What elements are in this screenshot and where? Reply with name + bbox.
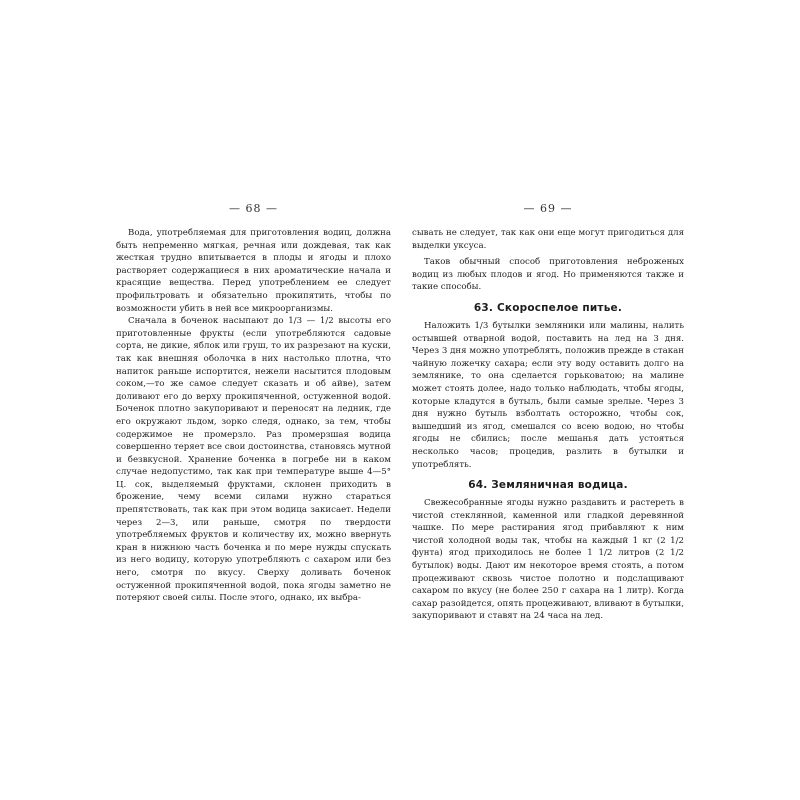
page-number: — 68 — (229, 202, 278, 215)
paragraph: Вода, употребляемая для приготовления водиц, должна быть непременно мягкая, речная или дождевая, так как жесткая трудно впитывается в плоды и ягоды и плохо растворяет содержащиеся в них ароматические начала и красящие вещества. Перед употреблением ее следует профильтровать и обязательно прокипятить, чтобы по возможности убить в ней все микроорганизмы. (116, 228, 391, 314)
paragraph: Таков обычный способ приготовления неброженых водиц из любых плодов и ягод. Но применяются также и такие способы. (412, 257, 684, 293)
section-heading: 63. Скороспелое питье. (473, 301, 623, 314)
paragraph: Наложить 1/3 бутылки земляники или малины, налить остывшей отварной водой, поставить на лед на 3 дня. Через 3 дня можно употреблять, положив прежде в стакан чайную ложечку сахара; если эту воду оставить долго на землянике, то она сделается горьковатою; на малине может стоять долее, надо только наблюдать, чтобы ягоды, которые кладутся в бутыль, были самые зрелые. Через 3 дня нужно бутыль взболтать осторожно, чтобы сок, вышедший из ягод, смешался со всею водою, но чтобы ягоды не сбились; после мешанья дать устояться несколько часов; процедив, разлить в бутылки и употреблять. (412, 320, 684, 470)
paragraph: сывать не следует, так как они еще могут пригодиться для выделки уксуса. (412, 228, 684, 251)
paragraph: Сначала в боченок насыпают до 1/3 — 1/2 высоты его приготовленные фрукты (если употребляются садовые сорта, не дикие, яблок или груш, то их разрезают на куски, так как внешняя оболочка в них настолько плотна, что напиток раньше испортится, нежели насытится плодовым соком,—то же самое следует сказать и об айве), затем доливают его до верху прокипяченной, остуженной водой. Боченок плотно закупоривают и переносят на ледник, где его окружают льдом, зорко следя, однако, за тем, чтобы содержимое не промерзло. Раз промерзшая водица совершенно теряет все свои достоинства, становясь мутной и безвкусной. Хранение боченка в погребе ни в каком случае недопустимо, так как при температуре выше 4—5° Ц. сок, выделяемый фруктами, склонен приходить в брожение, чему всеми силами нужно стараться препятствовать, так как при этом водица закисает. Недели через 2—3, или раньше, смотря по твердости употребляемых фруктов и количеству их, можно ввернуть кран в нижнюю часть боченка и по мере нужды спускать из него водицу, которую употребляють с сахаром или без него, смотря по вкусу. Сверху доливать боченок остуженной прокипяченной водой, пока ягоды заметно не потеряют своей силы. После этого, однако, их выбра- (116, 316, 391, 604)
paragraph: Свежесобранные ягоды нужно раздавить и растереть в чистой стеклянной, каменной или гладкой деревянной чашке. По мере растирания ягод прибавляют к ним чистой холодной воды так, чтобы на каждый 1 кг (2 1/2 фунта) ягод приходилось не более 1 1/2 литров (2 1/2 бутылок) воды. Дают им некоторое время стоять, а потом процеживают сквозь чистое полотно и подслащивают сахаром по вкусу (не более 250 г сахара на 1 литр). Когда сахар разойдется, опять процеживают, вливают в бутылки, закупоривают и ставят на 24 часа на лед. (412, 498, 684, 622)
left-page (116, 202, 391, 605)
section-heading: 64. Земляничная водица. (468, 479, 628, 492)
right-page (412, 202, 684, 623)
page-number: — 69 — (523, 202, 573, 215)
